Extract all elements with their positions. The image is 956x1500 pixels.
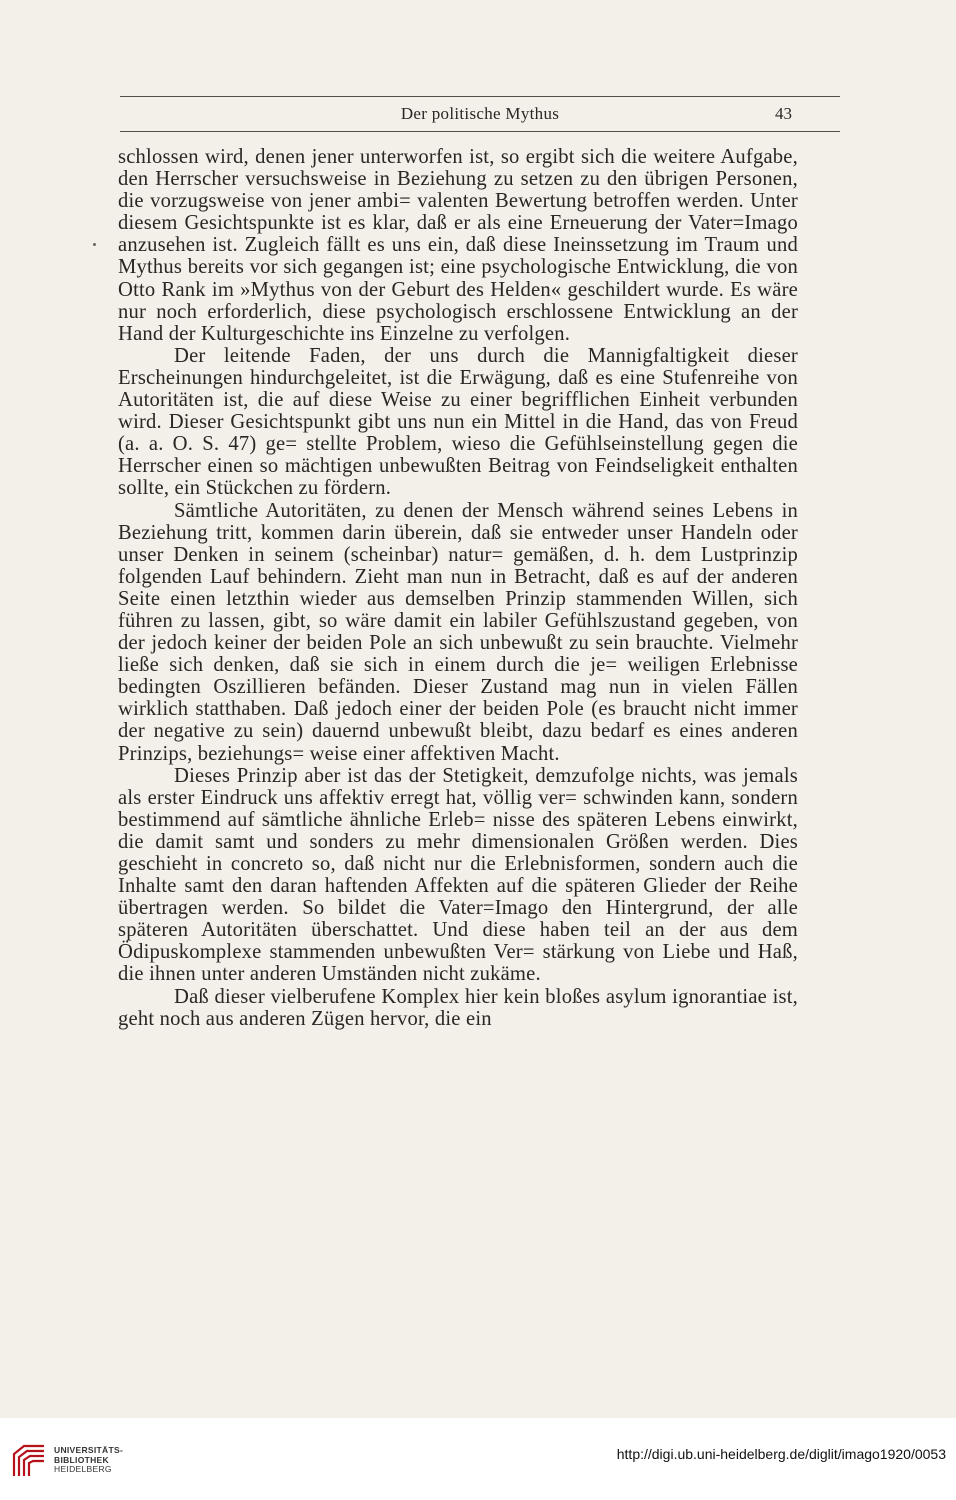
paragraph-1: schlossen wird, denen jener unterworfen ist, so ergibt sich die weitere Aufgabe, den Herrscher versuchsweise in Beziehung zu setzen zu den übrigen Personen, die vorzugsweise von jener ambi= valenten Bewertung betroffen werden. Unter diesem Gesichtspunkte ist es klar, daß er als eine Erneuerung der Vater=Imago anzusehen ist. Zugleich fällt es uns ein, daß diese Ineinssetzung im Traum und Mythus bereits vor sich gegangen ist; eine psychologische Entwicklung, die von Otto Rank im »Mythus von der Geburt des Helden« geschildert wurde. Es wäre nur noch erforderlich, diese psychologisch erschlossene Entwicklung an der Hand der Kulturgeschichte ins Einzelne zu verfolgen. <box>118 146 798 345</box>
library-logo-text <box>54 1446 123 1475</box>
paragraph-4: Dieses Prinzip aber ist das der Stetigkeit, demzufolge nichts, was jemals als erster Eindruck uns affektiv erregt hat, völlig ver= schwinden kann, sondern bestimmend auf sämtliche ähnliche Erleb= nisse des späteren Lebens einwirkt, die damit samt und sonders zu mehr dimensionalen Größen werden. Dies geschieht in concreto so, daß nicht nur die Erlebnisformen, sondern auch die Inhalte samt den daran haftenden Affekten auf die späteren Glieder der Reihe übertragen werden. So bildet die Vater=Imago den Hintergrund, der alle späteren Autoritäten überschattet. Und diese haben teil an der aus dem Ödipuskomplexe stammenden unbewußten Ver= stärkung von Liebe und Haß, die ihnen unter anderen Umständen nicht zukäme. <box>118 764 798 986</box>
logo-line-2: BIBLIOTHEK <box>54 1454 109 1465</box>
running-title: Der politische Mythus <box>400 104 560 123</box>
margin-speck <box>93 243 96 246</box>
paragraph-5: Daß dieser vielberufene Komplex hier kein bloßes asylum ignorantiae ist, geht noch aus anderen Zügen hervor, die ein <box>118 985 798 1030</box>
paragraph-2: Der leitende Faden, der uns durch die Mannigfaltigkeit dieser Erscheinungen hindurchgeleitet, ist die Erwägung, daß es eine Stufenreihe von Autoritäten ist, die auf diese Weise zu einer begrifflichen Einheit verbunden wird. Dieser Gesichtspunkt gibt uns nun ein Mittel in die Hand, das von Freud (a. a. O. S. 47) ge= stellte Problem, wieso die Gefühlseinstellung gegen die Herrscher einen so mächtigen unbewußten Beitrag von Feindseligkeit enthalten sollte, ein Stückchen zu fördern. <box>118 344 798 500</box>
header-rule-top <box>120 96 840 97</box>
header-rule-bottom <box>120 131 840 132</box>
source-url-link[interactable]: http://digi.ub.uni-heidelberg.de/diglit/imago1920/0053 <box>616 1446 946 1462</box>
body-text <box>118 146 798 1030</box>
page-number: 43 <box>775 104 792 123</box>
footer-bar <box>0 1418 956 1500</box>
paragraph-3: Sämtliche Autoritäten, zu denen der Mensch während seines Lebens in Beziehung tritt, kommen darin überein, daß sie entweder unser Handeln oder unser Denken in seinem (scheinbar) natur= gemäßen, d. h. dem Lustprinzip folgenden Lauf behindern. Zieht man nun in Betracht, daß es auf der anderen Seite einen letzthin wieder aus demselben Prinzip stammenden Willen, sich führen zu lassen, gibt, so wäre damit ein labiler Gefühlszustand gegeben, von der jedoch keiner der beiden Pole an sich unbewußt zu sein brauchte. Vielmehr ließe sich denken, daß sie sich in einem durch die je= weiligen Erlebnisse bedingten Oszillieren befänden. Dieser Zustand mag nun in vielen Fällen wirklich statthaben. Daß jedoch einer der beiden Pole (es braucht nicht immer der negative zu sein) dauernd unbewußt bleibt, dazu bedarf es eines anderen Prinzips, beziehungs= weise einer affektiven Macht. <box>118 499 798 765</box>
logo-line-3: HEIDELBERG <box>54 1464 112 1474</box>
heidelberg-library-logo-icon <box>10 1442 48 1480</box>
logo-line-1: UNIVERSITÄTS- <box>54 1445 124 1455</box>
